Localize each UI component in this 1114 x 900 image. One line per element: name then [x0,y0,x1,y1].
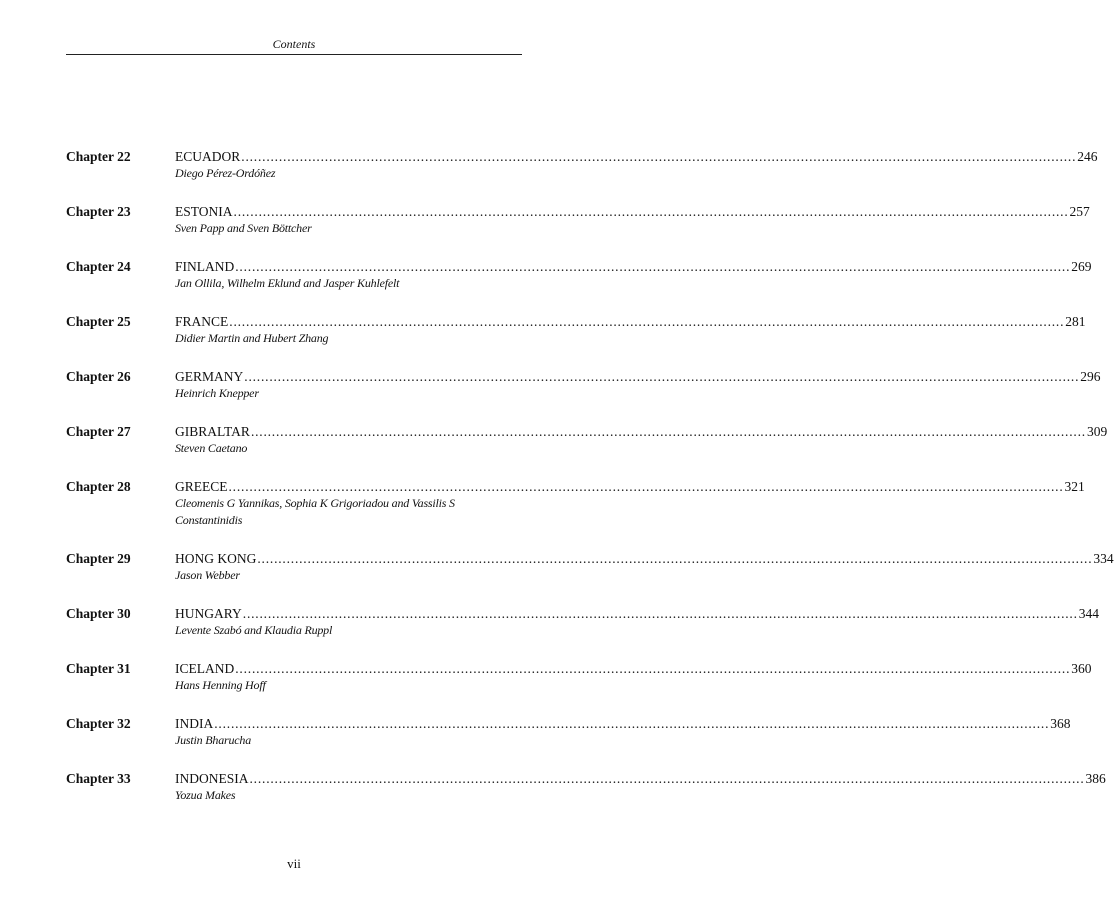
page-number: 344 [1078,606,1100,621]
chapter-authors: Heinrich Knepper [175,386,259,400]
toc-entry [66,368,1101,402]
table-of-contents [66,148,1114,825]
chapter-authors: Yozua Makes [175,788,236,802]
toc-entry [66,313,1086,347]
chapter-label: Chapter 28 [66,479,131,494]
dot-leader: ........................................................................................................................................................................................................ [235,661,1071,676]
page-number: 269 [1071,259,1092,274]
toc-line[interactable] [175,715,1071,732]
chapter-title[interactable]: ESTONIA [175,204,233,219]
chapter-authors: Justin Bharucha [175,733,251,747]
page-folio: vii [287,856,301,871]
chapter-authors: Jason Webber [175,568,240,582]
toc-entry [66,770,1106,804]
chapter-label: Chapter 25 [66,314,131,329]
page-number: 246 [1077,149,1098,164]
toc-entry [66,258,1092,292]
chapter-label: Chapter 31 [66,661,131,676]
chapter-title[interactable]: INDONESIA [175,771,249,786]
toc-line[interactable] [175,203,1090,220]
page-number: 309 [1086,424,1108,439]
toc-line[interactable] [175,423,1108,440]
chapter-title[interactable]: FINLAND [175,259,235,274]
chapter-title[interactable]: ECUADOR [175,149,241,164]
toc-entry [66,605,1100,639]
chapter-title[interactable]: GERMANY [175,369,244,384]
page-number: 360 [1071,661,1092,676]
dot-leader: ........................................................................................................................................................................................................ [228,479,1064,494]
dot-leader: ........................................................................................................................................................................................................ [257,551,1093,566]
page-number: 296 [1080,369,1101,384]
dot-leader: ........................................................................................................................................................................................................ [233,204,1069,219]
toc-entry [66,660,1092,694]
dot-leader: ........................................................................................................................................................................................................ [229,314,1065,329]
chapter-label: Chapter 32 [66,716,131,731]
dot-leader: ........................................................................................................................................................................................................ [250,424,1086,439]
dot-leader: ........................................................................................................................................................................................................ [244,369,1080,384]
page-number: 321 [1064,479,1085,494]
toc-line[interactable] [175,258,1092,275]
page-number: 334 [1093,551,1114,566]
chapter-authors: Diego Pérez-Ordóñez [175,166,276,180]
chapter-authors: Cleomenis G Yannikas, Sophia K Grigoriadou and Vassilis S Constantinidis [175,496,455,527]
dot-leader: ........................................................................................................................................................................................................ [241,149,1077,164]
chapter-label: Chapter 33 [66,771,131,786]
toc-line[interactable] [175,313,1086,330]
toc-entry [66,423,1108,457]
header-rule [66,54,522,55]
chapter-authors: Didier Martin and Hubert Zhang [175,331,329,345]
chapter-label: Chapter 30 [66,606,131,621]
dot-leader: ........................................................................................................................................................................................................ [249,771,1085,786]
chapter-title[interactable]: ICELAND [175,661,235,676]
chapter-title[interactable]: INDIA [175,716,214,731]
running-head: Contents [272,37,316,51]
toc-line[interactable] [175,478,1085,495]
toc-line[interactable] [175,770,1106,787]
page-number: 386 [1085,771,1106,786]
toc-entry [66,550,1114,584]
chapter-authors: Steven Caetano [175,441,248,455]
chapter-title[interactable]: HUNGARY [175,606,242,621]
chapter-title[interactable]: FRANCE [175,314,229,329]
chapter-label: Chapter 24 [66,259,131,274]
dot-leader: ........................................................................................................................................................................................................ [214,716,1050,731]
toc-line[interactable] [175,368,1101,385]
chapter-title[interactable]: HONG KONG [175,551,257,566]
toc-line[interactable] [175,605,1100,622]
chapter-label: Chapter 29 [66,551,131,566]
chapter-authors: Levente Szabó and Klaudia Ruppl [175,623,333,637]
chapter-title[interactable]: GIBRALTAR [175,424,250,439]
chapter-authors: Hans Henning Hoff [175,678,266,692]
chapter-title[interactable]: GREECE [175,479,228,494]
page-number: 368 [1050,716,1071,731]
dot-leader: ........................................................................................................................................................................................................ [235,259,1071,274]
chapter-label: Chapter 26 [66,369,131,384]
toc-line[interactable] [175,660,1092,677]
chapter-label: Chapter 22 [66,149,131,164]
toc-entry [66,148,1098,182]
toc-line[interactable] [175,550,1114,567]
chapter-authors: Sven Papp and Sven Böttcher [175,221,312,235]
chapter-label: Chapter 27 [66,424,131,439]
toc-entry [66,203,1090,237]
dot-leader: ........................................................................................................................................................................................................ [242,606,1078,621]
toc-entry [66,715,1071,749]
toc-line[interactable] [175,148,1098,165]
chapter-authors: Jan Ollila, Wilhelm Eklund and Jasper Kuhlefelt [175,276,400,290]
page-number: 257 [1069,204,1090,219]
chapter-label: Chapter 23 [66,204,131,219]
page-number: 281 [1065,314,1086,329]
toc-entry [66,478,1085,529]
